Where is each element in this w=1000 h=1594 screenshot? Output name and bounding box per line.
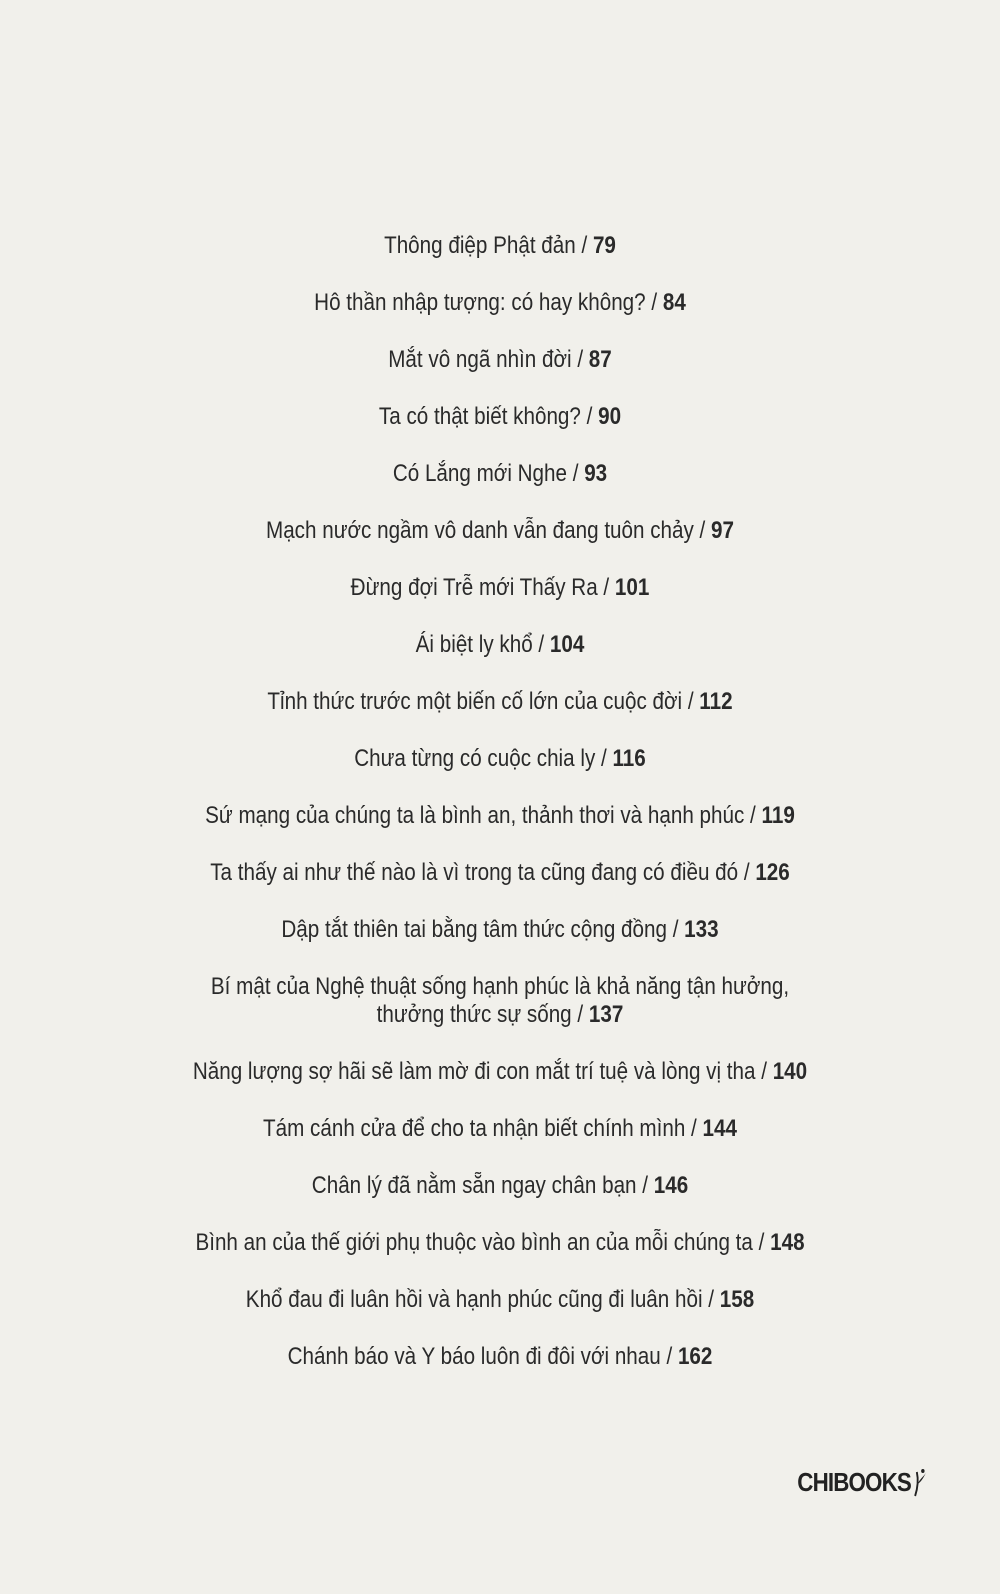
toc-title: Mắt vô ngã nhìn đời / [388, 346, 589, 373]
publisher-name: CHIBOOKS [797, 1467, 911, 1497]
toc-entry [70, 289, 930, 317]
toc-page-number: 84 [662, 289, 686, 316]
toc-entry [70, 460, 930, 488]
toc-entry [70, 859, 930, 887]
toc-title: Tỉnh thức trước một biến cố lớn của cuộc đời / [267, 688, 700, 715]
toc-title-line-1: Bí mật của Nghệ thuật sống hạnh phúc là khả năng tận hưởng, [210, 973, 790, 1000]
toc-entry [70, 1229, 930, 1257]
toc-entry [70, 574, 930, 602]
toc-page-number: 112 [699, 688, 733, 715]
toc-page-number: 93 [584, 460, 608, 487]
toc-title: Chưa từng có cuộc chia ly / [354, 745, 613, 772]
chibooks-leaf-icon [913, 1468, 928, 1498]
toc-page-number: 90 [598, 403, 622, 430]
toc-entry [70, 346, 930, 374]
toc-entry [70, 1343, 930, 1371]
toc-page-number: 158 [719, 1286, 755, 1313]
toc-title: Khổ đau đi luân hồi và hạnh phúc cũng đi luân hồi / [245, 1286, 720, 1313]
toc-page-number: 137 [588, 1001, 624, 1028]
toc-title: Mạch nước ngầm vô danh vẫn đang tuôn chảy / [266, 517, 712, 544]
toc-entry [70, 1172, 930, 1200]
toc-page-number: 133 [684, 916, 719, 943]
toc-entry [70, 973, 930, 1029]
toc-title: Đừng đợi Trễ mới Thấy Ra / [350, 574, 615, 601]
toc-title: Có Lắng mới Nghe / [392, 460, 585, 487]
toc-page-number: 116 [612, 745, 646, 772]
toc-entry [70, 802, 930, 830]
toc-page-number: 140 [772, 1058, 808, 1085]
toc-title: Dập tắt thiên tai bằng tâm thức cộng đồng / [281, 916, 685, 943]
toc-entry [70, 745, 930, 773]
toc-title-line-2 [70, 1001, 930, 1029]
toc-page-number: 79 [592, 232, 616, 259]
toc-entry [70, 1058, 930, 1086]
toc-entry [70, 517, 930, 545]
toc-title: Thông điệp Phật đản / [384, 232, 593, 259]
toc-title: Chân lý đã nằm sẵn ngay chân bạn / [311, 1172, 654, 1199]
toc-title: Tám cánh cửa để cho ta nhận biết chính mình / [263, 1115, 703, 1142]
table-of-contents [0, 232, 1000, 1400]
toc-title: Chánh báo và Y báo luôn đi đôi với nhau / [287, 1343, 678, 1370]
toc-entry [70, 403, 930, 431]
toc-page-number: 146 [653, 1172, 689, 1199]
toc-page-number: 162 [677, 1343, 713, 1370]
toc-entry [70, 688, 930, 716]
toc-title: Ta thấy ai như thế nào là vì trong ta cũng đang có điều đó / [210, 859, 756, 886]
toc-title: Hô thần nhập tượng: có hay không? / [314, 289, 663, 316]
toc-title: Ái biệt ly khổ / [415, 631, 550, 658]
toc-title: Bình an của thế giới phụ thuộc vào bình an của mỗi chúng ta / [195, 1229, 771, 1256]
toc-page-number: 101 [614, 574, 650, 601]
toc-entry [70, 1115, 930, 1143]
toc-title: thưởng thức sự sống / [376, 1001, 589, 1028]
toc-entry [70, 916, 930, 944]
toc-page-number: 97 [711, 517, 734, 544]
toc-page-number: 119 [761, 802, 795, 829]
toc-title: Sứ mạng của chúng ta là bình an, thảnh thơi và hạnh phúc / [205, 802, 762, 829]
toc-page-number: 87 [588, 346, 612, 373]
toc-entry [70, 1286, 930, 1314]
toc-page-number: 144 [702, 1115, 737, 1142]
toc-title: Năng lượng sợ hãi sẽ làm mờ đi con mắt trí tuệ và lòng vị tha / [192, 1058, 773, 1085]
toc-page-number: 126 [755, 859, 790, 886]
toc-page-number: 148 [770, 1229, 805, 1256]
publisher-logo [797, 1467, 928, 1498]
toc-entry [70, 232, 930, 260]
toc-page-number: 104 [549, 631, 585, 658]
toc-title: Ta có thật biết không? / [378, 403, 599, 430]
toc-entry [70, 631, 930, 659]
